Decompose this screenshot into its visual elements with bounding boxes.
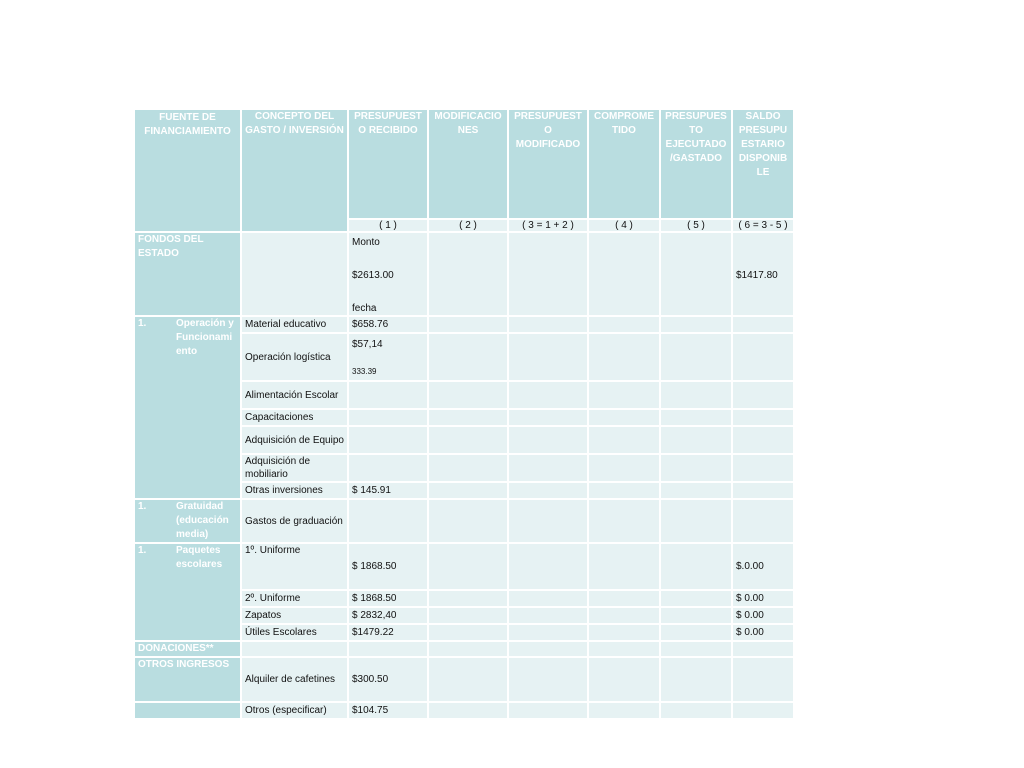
cell <box>509 334 587 382</box>
cell <box>733 642 793 658</box>
cell <box>589 410 659 427</box>
cell <box>349 455 427 483</box>
cell <box>733 483 793 500</box>
concept-otras-inversiones: Otras inversiones <box>242 483 347 500</box>
gratuidad-number: 1. <box>138 501 147 512</box>
concept-primer-uniforme: 1º. Uniforme <box>242 544 347 591</box>
concept-adquisicion-equipo: Adquisición de Equipo <box>242 427 347 455</box>
cell <box>509 500 587 544</box>
cell <box>349 642 427 658</box>
cell <box>429 334 507 382</box>
recibido-primer-uniforme-value: $ 1868.50 <box>352 561 397 572</box>
concept-otros-especificar: Otros (especificar) <box>242 703 347 720</box>
cell <box>509 455 587 483</box>
cell <box>661 233 731 317</box>
cell <box>349 410 427 427</box>
recibido-zapatos: $ 2832,40 <box>349 608 427 625</box>
cell <box>509 410 587 427</box>
paquetes-label-text: Paquetes escolares <box>176 545 223 570</box>
cell <box>733 703 793 720</box>
table-row <box>135 658 793 703</box>
column-number-3: ( 3 = 1 + 2 ) <box>509 220 587 233</box>
cell <box>429 608 507 625</box>
saldo-primer-uniforme <box>733 544 793 591</box>
cell <box>589 500 659 544</box>
fondos-saldo-cell <box>733 233 793 317</box>
concept-gastos-graduacion: Gastos de graduación <box>242 500 347 544</box>
cell <box>661 410 731 427</box>
monto-value: $2613.00 <box>352 270 394 281</box>
cell <box>589 544 659 591</box>
cell <box>509 703 587 720</box>
recibido-utiles-escolares: $1479.22 <box>349 625 427 642</box>
concept-segundo-uniforme: 2º. Uniforme <box>242 591 347 608</box>
operacion-number: 1. <box>138 318 147 329</box>
paquetes-label <box>135 544 240 642</box>
fondos-concept-cell <box>242 233 347 317</box>
header-comprometido: COMPROME TIDO <box>589 110 659 220</box>
cell <box>429 233 507 317</box>
budget-table <box>133 110 795 720</box>
concept-capacitaciones: Capacitaciones <box>242 410 347 427</box>
cell <box>661 427 731 455</box>
monto-label: Monto <box>352 237 380 248</box>
cell <box>733 455 793 483</box>
cell <box>661 500 731 544</box>
header-presupuesto-recibido: PRESUPUEST O RECIBIDO <box>349 110 427 220</box>
header-ejecutado: PRESUPUES TO EJECUTADO /GASTADO <box>661 110 731 220</box>
cell <box>661 382 731 410</box>
cell <box>589 642 659 658</box>
cell <box>589 334 659 382</box>
cell <box>733 500 793 544</box>
cell <box>589 427 659 455</box>
cell <box>509 544 587 591</box>
column-number-6: ( 6 = 3 - 5 ) <box>733 220 793 233</box>
paquetes-number: 1. <box>138 545 147 556</box>
concept-alquiler-cafetines: Alquiler de cafetines <box>242 658 347 703</box>
recibido-otros-especificar: $104.75 <box>349 703 427 720</box>
recibido-primer-uniforme <box>349 544 427 591</box>
cell <box>661 544 731 591</box>
cell <box>661 642 731 658</box>
cell <box>509 658 587 703</box>
header-fuente: FUENTE DE FINANCIAMIENTO <box>135 110 240 233</box>
cell <box>661 658 731 703</box>
cell <box>589 483 659 500</box>
header-concepto: CONCEPTO DEL GASTO / INVERSIÓN <box>242 110 347 233</box>
cell <box>733 382 793 410</box>
cell <box>589 625 659 642</box>
cell <box>429 483 507 500</box>
concept-adquisicion-mobiliario: Adquisición de mobiliario <box>242 455 347 483</box>
cell <box>589 233 659 317</box>
fondos-recibido-cell <box>349 233 427 317</box>
cell <box>661 483 731 500</box>
cell <box>509 317 587 334</box>
cell <box>589 591 659 608</box>
cell <box>661 317 731 334</box>
cell <box>429 455 507 483</box>
cell <box>589 703 659 720</box>
cell <box>429 591 507 608</box>
header-saldo: SALDO PRESUPU ESTARIO DISPONIB LE <box>733 110 793 220</box>
cell <box>429 317 507 334</box>
concept-operacion-logistica: Operación logística <box>242 334 347 382</box>
recibido-material-educativo: $658.76 <box>349 317 427 334</box>
cell <box>733 427 793 455</box>
header-presupuesto-modificado: PRESUPUEST O MODIFICADO <box>509 110 587 220</box>
concept-utiles-escolares: Útiles Escolares <box>242 625 347 642</box>
cell <box>589 382 659 410</box>
cell <box>509 608 587 625</box>
cell <box>661 625 731 642</box>
cell <box>429 642 507 658</box>
cell <box>733 658 793 703</box>
cell <box>733 334 793 382</box>
fondos-saldo-value: $1417.80 <box>736 270 778 281</box>
cell <box>509 642 587 658</box>
fecha-label: fecha <box>352 303 377 314</box>
recibido-operacion-logistica <box>349 334 427 382</box>
cell <box>661 703 731 720</box>
cell <box>589 658 659 703</box>
cell <box>429 382 507 410</box>
cell <box>509 625 587 642</box>
cell <box>733 410 793 427</box>
concept-zapatos: Zapatos <box>242 608 347 625</box>
column-number-4: ( 4 ) <box>589 220 659 233</box>
table-row <box>135 703 793 720</box>
saldo-zapatos: $ 0.00 <box>733 608 793 625</box>
cell <box>349 382 427 410</box>
cell <box>509 382 587 410</box>
cell <box>661 455 731 483</box>
column-number-2: ( 2 ) <box>429 220 507 233</box>
gratuidad-label-text: Gratuidad (educación media) <box>176 501 229 540</box>
table-row <box>135 317 793 334</box>
header-modificaciones: MODIFICACIO NES <box>429 110 507 220</box>
cell <box>589 317 659 334</box>
column-number-1: ( 1 ) <box>349 220 427 233</box>
saldo-segundo-uniforme: $ 0.00 <box>733 591 793 608</box>
column-number-5: ( 5 ) <box>661 220 731 233</box>
cell <box>661 334 731 382</box>
cell <box>509 233 587 317</box>
saldo-utiles-escolares: $ 0.00 <box>733 625 793 642</box>
table-row <box>135 642 793 658</box>
recibido-alquiler-cafetines: $300.50 <box>349 658 427 703</box>
cell <box>349 427 427 455</box>
cell <box>509 591 587 608</box>
otros-ingresos-blank <box>135 703 240 720</box>
otros-ingresos-label: OTROS INGRESOS <box>135 658 240 703</box>
cell <box>589 608 659 625</box>
cell <box>429 427 507 455</box>
concept-alimentacion-escolar: Alimentación Escolar <box>242 382 347 410</box>
table-row <box>135 500 793 544</box>
cell <box>661 608 731 625</box>
recibido-otras-inversiones: $ 145.91 <box>349 483 427 500</box>
cell <box>733 317 793 334</box>
donaciones-label: DONACIONES** <box>135 642 240 658</box>
cell <box>509 483 587 500</box>
cell <box>429 544 507 591</box>
concept-material-educativo: Material educativo <box>242 317 347 334</box>
cell <box>242 642 347 658</box>
cell <box>429 625 507 642</box>
cell <box>429 500 507 544</box>
cell <box>429 410 507 427</box>
operacion-label-text: Operación y Funcionami ento <box>176 318 234 357</box>
recibido-operacion-logistica-value: $57,14 <box>352 339 383 350</box>
recibido-segundo-uniforme: $ 1868.50 <box>349 591 427 608</box>
fondos-label: FONDOS DEL ESTADO <box>135 233 240 317</box>
cell <box>509 427 587 455</box>
cell <box>429 703 507 720</box>
cell <box>661 591 731 608</box>
cell <box>429 658 507 703</box>
table-row <box>135 544 793 591</box>
table-row <box>135 233 793 317</box>
recibido-operacion-logistica-extra: 333.39 <box>352 367 377 376</box>
cell <box>349 500 427 544</box>
gratuidad-label <box>135 500 240 544</box>
cell <box>589 455 659 483</box>
operacion-label <box>135 317 240 500</box>
saldo-primer-uniforme-value: $.0.00 <box>736 561 764 572</box>
